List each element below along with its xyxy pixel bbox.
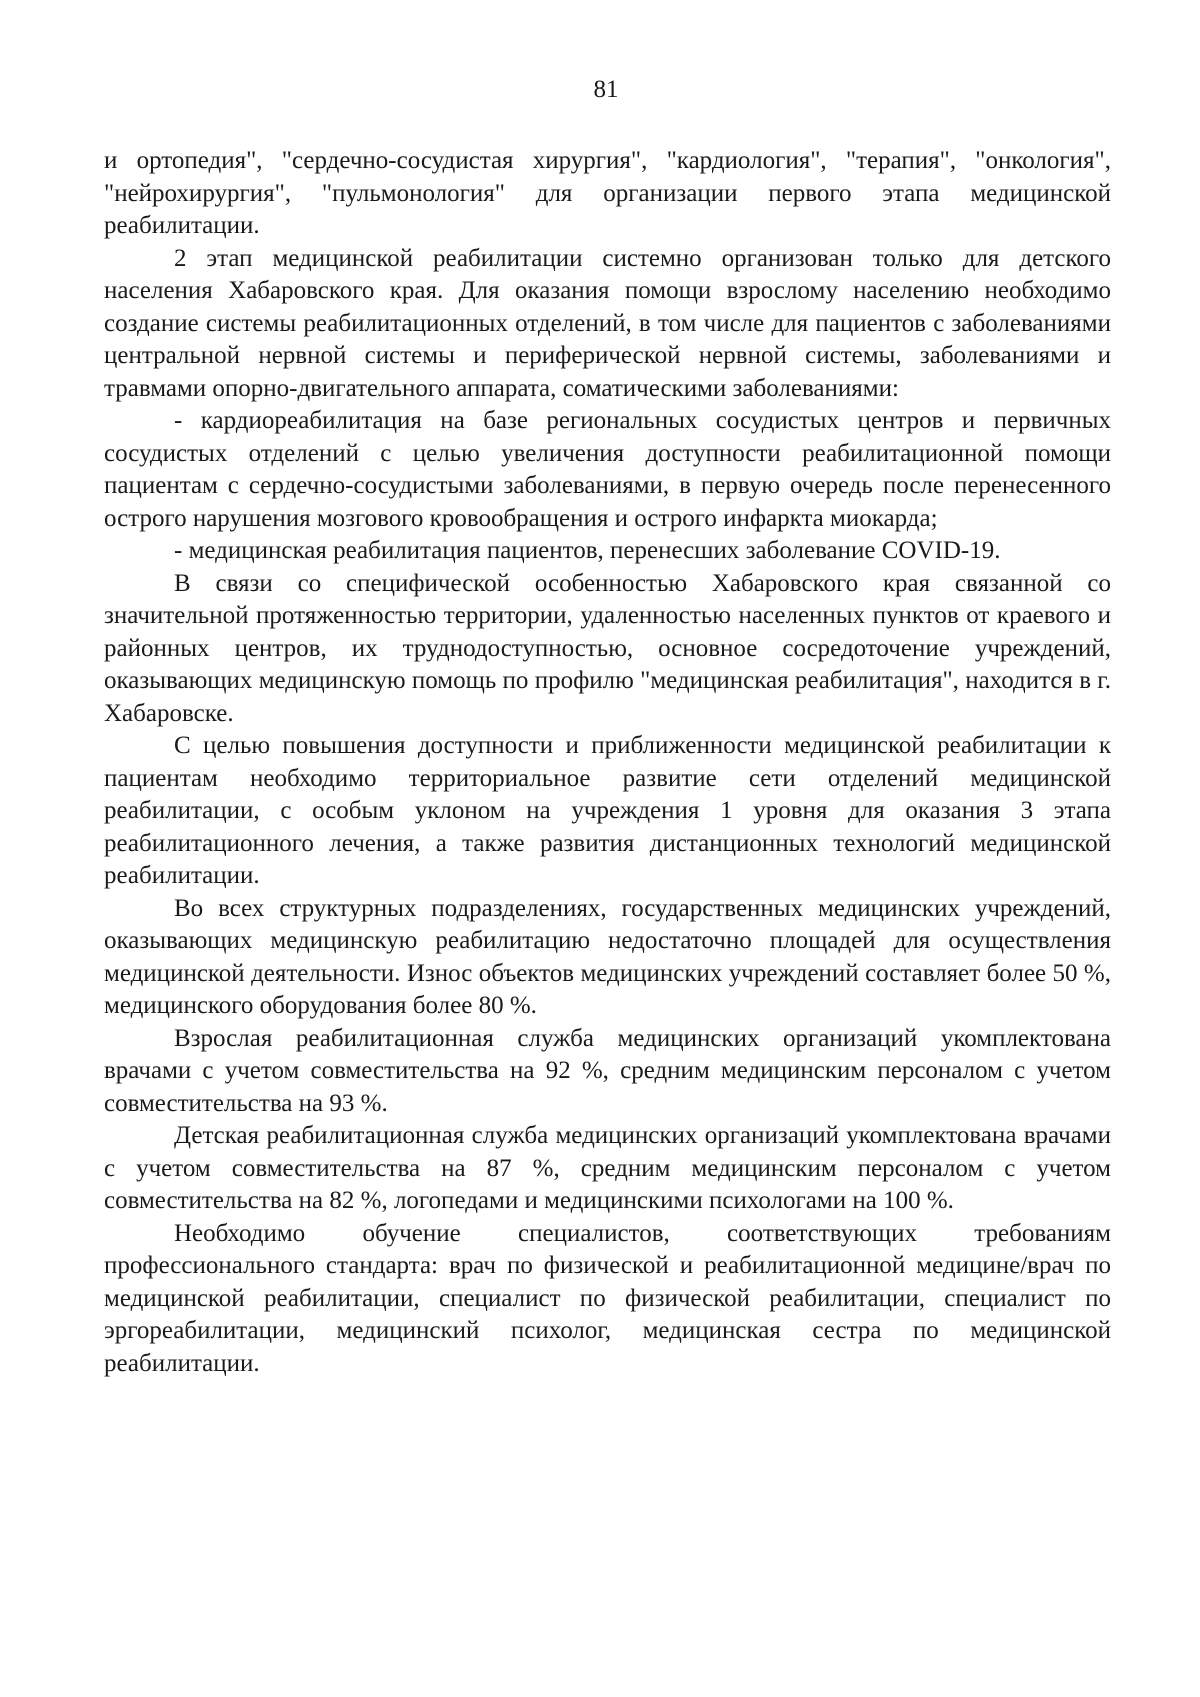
paragraph-second-stage: 2 этап медицинской реабилитации системно организован только для детского населения Хабаровского края. Для оказания помощи взрослому населению необходимо создание системы реабилитационных отделений, в том числе для пациентов с заболеваниями центральной нервной системы и периферической нервной системы, заболеваниями и травмами опорно-двигательного аппарата, соматическими заболеваниями: xyxy=(104,244,1111,402)
paragraph-continuation: и ортопедия", "сердечно-сосудистая хирургия", "кардиология", "терапия", "онкология", "нейрохирургия", "пульмонология" для организации первого этапа медицинской реабилитации. xyxy=(104,147,1111,239)
paragraph-training: Необходимо обучение специалистов, соответствующих требованиям профессионального стандарта: врач по физической и реабилитационной медицине/врач по медицинской реабилитации, специалист по физической реабилитации, специалист по эргореабилитации, медицинский психолог, медицинская сестра по медицинской реабилитации. xyxy=(104,1219,1111,1377)
list-item-cardio-rehab: - кардиореабилитация на базе региональных сосудистых центров и первичных сосудистых отделений с целью увеличения доступности реабилитационной помощи пациентам с сердечно-сосудистыми заболеваниями, в первую очередь после перенесенного острого нарушения мозгового кровообращения и острого инфаркта миокарда; xyxy=(104,407,1111,532)
document-body xyxy=(104,145,1111,1380)
paragraph-facilities: Во всех структурных подразделениях, государственных медицинских учреждений, оказывающих медицинскую реабилитацию недостаточно площадей для осуществления медицинской деятельности. Износ объектов медицинских учреждений составляет более 50 %, медицинского оборудования более 80 %. xyxy=(104,894,1111,1019)
paragraph-territory: В связи со специфической особенностью Хабаровского края связанной со значительной протяженностью территории, удаленностью населенных пунктов от краевого и районных центров, их труднодоступностью, основное сосредоточение учреждений, оказывающих медицинскую помощь по профилю "медицинская реабилитация", находится в г. Хабаровске. xyxy=(104,569,1111,727)
paragraph-adult-staffing: Взрослая реабилитационная служба медицинских организаций укомплектована врачами с учетом совместительства на 92 %, средним медицинским персоналом с учетом совместительства на 93 %. xyxy=(104,1024,1111,1117)
page-number: 81 xyxy=(593,76,619,103)
paragraph-accessibility: С целью повышения доступности и приближенности медицинской реабилитации к пациентам необходимо территориальное развитие сети отделений медицинской реабилитации, с особым уклоном на учреждения 1 уровня для оказания 3 этапа реабилитационного лечения, а также развития дистанционных технологий медицинской реабилитации. xyxy=(104,732,1111,889)
paragraph-child-staffing: Детская реабилитационная служба медицинских организаций укомплектована врачами с учетом совместительства на 87 %, средним медицинским персоналом с учетом совместительства на 82 %, логопедами и медицинскими психологами на 100 %. xyxy=(104,1122,1111,1214)
list-item-covid-rehab: - медицинская реабилитация пациентов, перенесших заболевание COVID-19. xyxy=(174,537,1001,564)
